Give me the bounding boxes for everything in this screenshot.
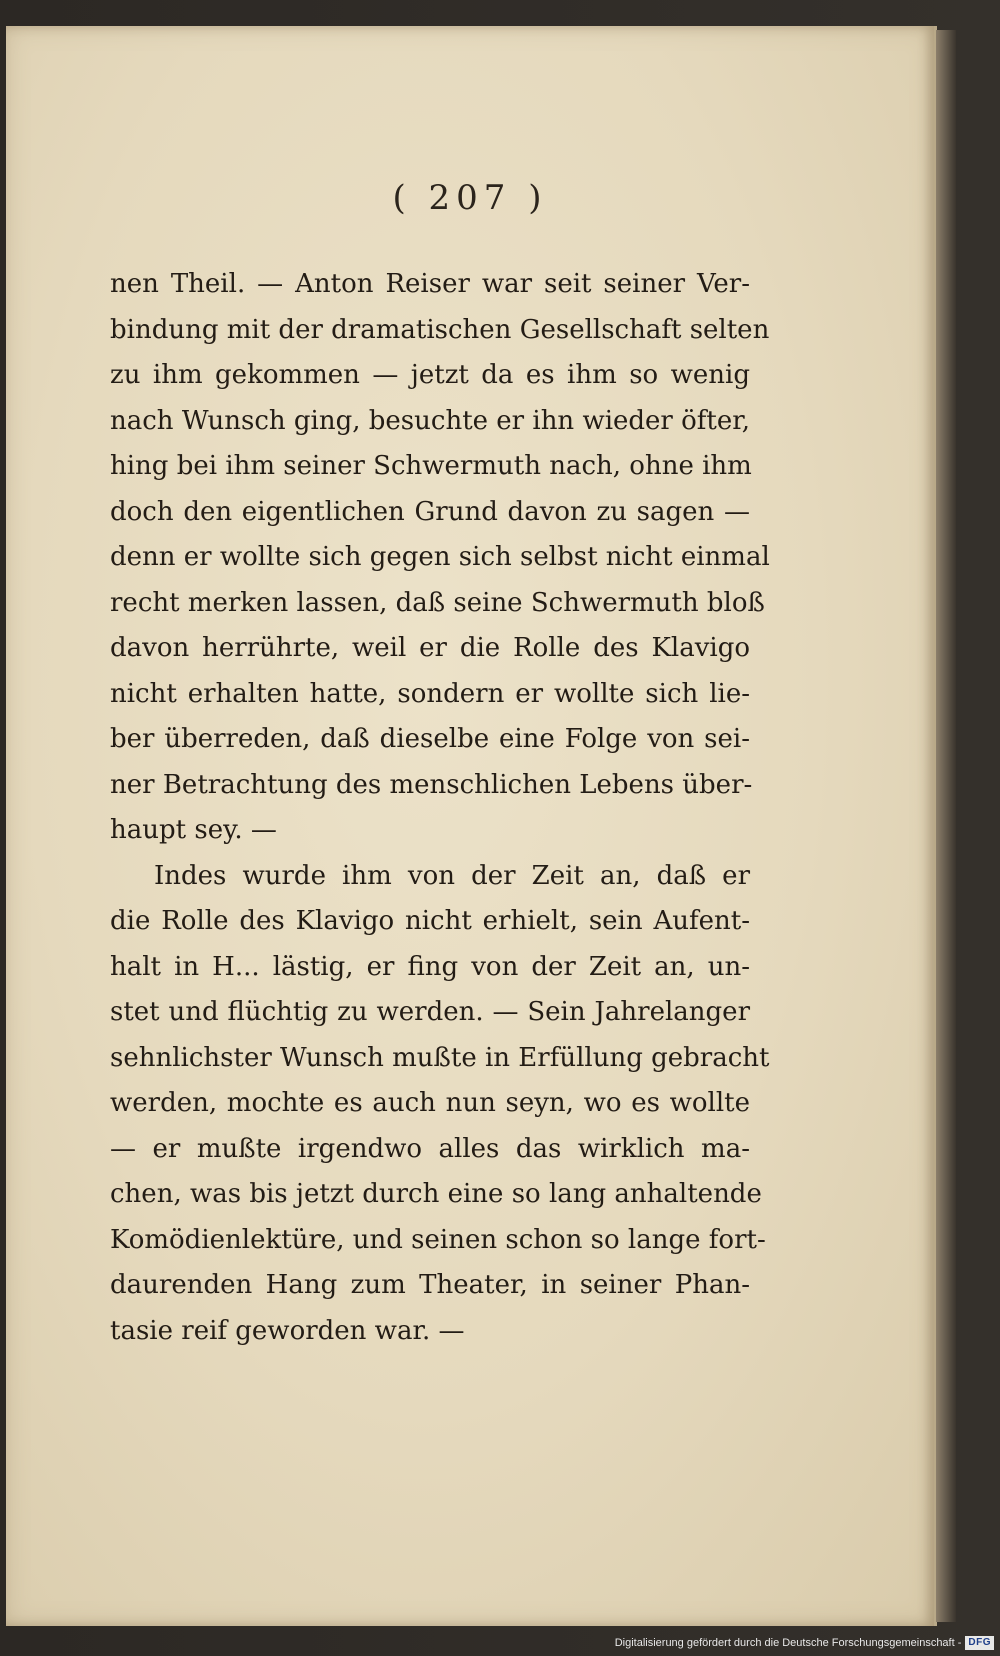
paragraph-1: [110, 262, 770, 854]
text-line: Indes wurde ihm von der Zeit an, daß er: [154, 860, 750, 891]
text-line: hing bei ihm seiner Schwermuth nach, ohne ihm: [110, 451, 752, 481]
paragraph-2: [110, 854, 770, 1355]
body-text: [110, 262, 770, 1354]
text-line: zu ihm gekommen — jetzt da es ihm so wenig: [110, 360, 750, 390]
text-line: denn er wollte sich gegen sich selbst nicht einmal: [110, 542, 770, 572]
text-line: die Rolle des Klavigo nicht erhielt, sein Aufent-: [110, 906, 750, 936]
text-line: daurenden Hang zum Theater, in seiner Phan-: [110, 1270, 750, 1300]
text-line: bindung mit der dramatischen Gesellschaft selten: [110, 314, 770, 345]
page-number: ( 207 ): [392, 178, 548, 218]
credit-text: Digitalisierung gefördert durch die Deutsche Forschungsgemeinschaft -: [614, 1637, 962, 1649]
text-line: stet und flüchtig zu werden. — Sein Jahrelanger: [110, 997, 750, 1027]
text-line: doch den eigentlichen Grund davon zu sagen —: [110, 496, 750, 527]
text-line: sehnlichster Wunsch mußte in Erfüllung gebracht: [110, 1042, 770, 1073]
text-line: nach Wunsch ging, besuchte er ihn wieder öfter,: [110, 405, 751, 436]
page-edge-shadow: [936, 30, 956, 1622]
text-line: nicht erhalten hatte, sondern er wollte sich lie-: [110, 678, 750, 709]
text-line: werden, mochte es auch nun seyn, wo es wollte: [110, 1088, 750, 1118]
text-line: — er mußte irgendwo alles das wirklich ma-: [110, 1133, 750, 1164]
dfg-logo-icon: DFG: [965, 1636, 994, 1650]
text-line: chen, was bis jetzt durch eine so lang anhaltende: [110, 1179, 762, 1209]
text-line: halt in H... lästig, er fing von der Zeit an, un-: [110, 951, 750, 982]
text-line: tasie reif geworden war. —: [110, 1315, 465, 1346]
text-line: davon herrührte, weil er die Rolle des Klavigo: [110, 633, 750, 663]
text-line: ber überreden, daß dieselbe eine Folge von sei-: [110, 724, 750, 754]
text-line: haupt sey. —: [110, 815, 277, 845]
digitization-credit: [615, 1633, 994, 1653]
text-line: nen Theil. — Anton Reiser war seit seiner Ver-: [110, 269, 750, 299]
text-line: Komödienlektüre, und seinen schon so lange fort-: [110, 1224, 766, 1255]
text-line: ner Betrachtung des menschlichen Lebens über-: [110, 769, 753, 800]
text-line: recht merken lassen, daß seine Schwermuth bloß: [110, 587, 765, 618]
book-page: [6, 26, 937, 1626]
